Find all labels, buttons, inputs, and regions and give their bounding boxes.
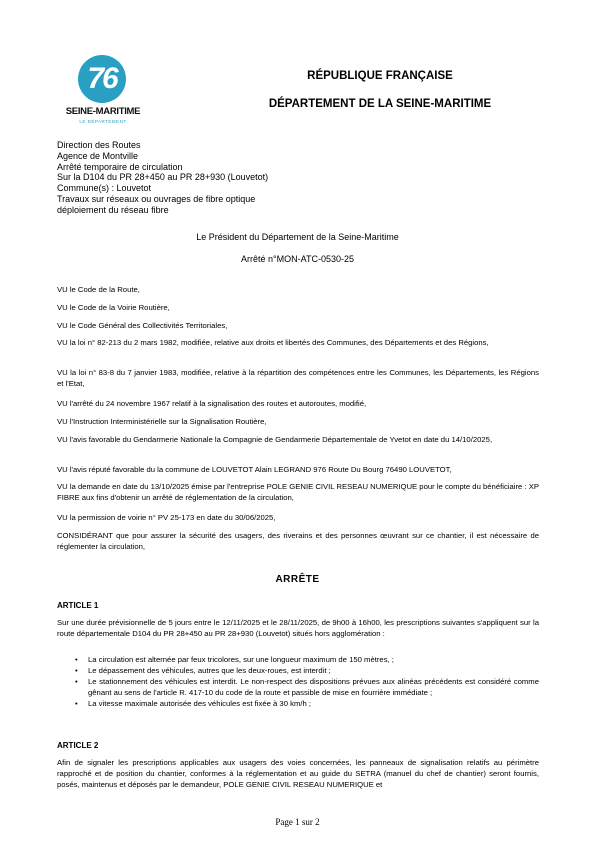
consideration-item: VU le Code Général des Collectivités Territoriales, [57,321,228,330]
consideration-item: VU l'avis réputé favorable du la commune de LOUVETOT Alain LEGRAND 976 Route Du Bourg 76490 LOUVETOT, [57,465,452,474]
consideration-item: VU l'Instruction Interministérielle sur la Signalisation Routière, [57,417,267,426]
consideration-item: VU le Code de la Route, [57,285,140,294]
arrete-title: ARRÊTE [275,574,320,585]
consideration-item: VU la loi n° 83-8 du 7 janvier 1983, modifiée, relative à la répartition des compétences entre les Communes, les Départements, les Régions et l'Etat, [57,368,539,388]
logo-number: 76 [87,62,117,95]
consideration-item: VU la demande en date du 13/10/2025 émise par l'entreprise POLE GENIE CIVIL RESEAU NUMERIQUE pour le compte du bénéficiaire : XP FIBRE aux fins d'obtenir un arrêté de réglementation de la circulation, [57,482,539,502]
header-republic: RÉPUBLIQUE FRANÇAISE [307,70,453,82]
logo-name: SEINE-MARITIME [65,106,141,117]
info-line: Agence de Montville [57,150,139,161]
info-line: Direction des Routes [57,140,141,150]
consideration-item: VU le Code de la Voirie Routière, [57,303,170,312]
page-footer: Page 1 sur 2 [275,817,320,827]
consideration-item: VU la permission de voirie n° PV 25-173 en date du 30/06/2025, [57,513,276,522]
bullet-item: • La circulation est alternée par feux tricolores, sur une longueur maximum de 150 mètres, ; [75,655,394,664]
article-1-intro: Sur une durée prévisionnelle de 5 jours entre le 12/11/2025 et le 28/11/2025, de 9h00 à 16h00, les prescriptions suivantes s'appliquent sur la route départementale D104 du PR 28+450 au PR 28+930 (Louvetot) situés hors agglomération : [57,618,539,638]
info-block [57,140,268,216]
bullet-item: • Le stationnement des véhicules est interdit. Le non-respect des dispositions prévues aux alinéas précédents est considéré comme gênant au sens de l'article R. 417-10 du code de la route et passible de mise en fourrière immédiate ; [75,677,539,697]
president-line: Le Président du Département de la Seine-Maritime [196,232,399,242]
info-line: Arrêté temporaire de circulation [57,161,183,172]
header-department: DÉPARTEMENT DE LA SEINE-MARITIME [268,98,492,110]
article-2-title: ARTICLE 2 [57,741,99,750]
arrete-number: Arrêté n°MON-ATC-0530-25 [241,254,354,264]
bullet-item: • Le dépassement des véhicules, autres que les deux-roues, est interdit ; [75,666,331,675]
article-1-title: ARTICLE 1 [57,601,99,610]
article-1-bullets [57,654,539,709]
seine-maritime-logo [64,55,144,135]
bullet-item: • La vitesse maximale autorisée des véhicules est fixée à 30 km/h ; [75,699,312,708]
consideration-item: VU l'arrêté du 24 novembre 1967 relatif à la signalisation des routes et autoroutes, modifié, [57,399,367,408]
consideration-item: VU l'avis favorable du Gendarmerie Nationale la Compagnie de Gendarmerie Départementale de Yvetot en date du 14/10/2025, [57,435,493,444]
info-line: déploiement du réseau fibre [57,204,169,215]
consideration-item: VU la loi n° 82-213 du 2 mars 1982, modifiée, relative aux droits et libertés des Communes, des Départements et des Régions, [57,338,489,347]
consideration-item: CONSIDÉRANT que pour assurer la sécurité des usagers, des riverains et des personnes œuvrant sur ce chantier, il est nécessaire de réglementer la circulation, [57,531,539,551]
info-line: Travaux sur réseaux ou ouvrages de fibre optique [57,193,256,204]
info-line: Sur la D104 du PR 28+450 au PR 28+930 (Louvetot) [57,172,269,183]
article-2-text: Afin de signaler les prescriptions applicables aux usagers des voies concernées, les panneaux de signalisation relatifs au périmètre rapproché et de position du chantier, conformes à la réglementation et au guide du SETRA (manuel du chef de chantier) seront fournis, posés, maintenus et déposés par le demandeur, POLE GENIE CIVIL RESEAU NUMERIQUE et [57,758,539,789]
info-line: Commune(s) : Louvetot [57,183,152,194]
logo-subtitle: LE DÉPARTEMENT [79,119,127,124]
